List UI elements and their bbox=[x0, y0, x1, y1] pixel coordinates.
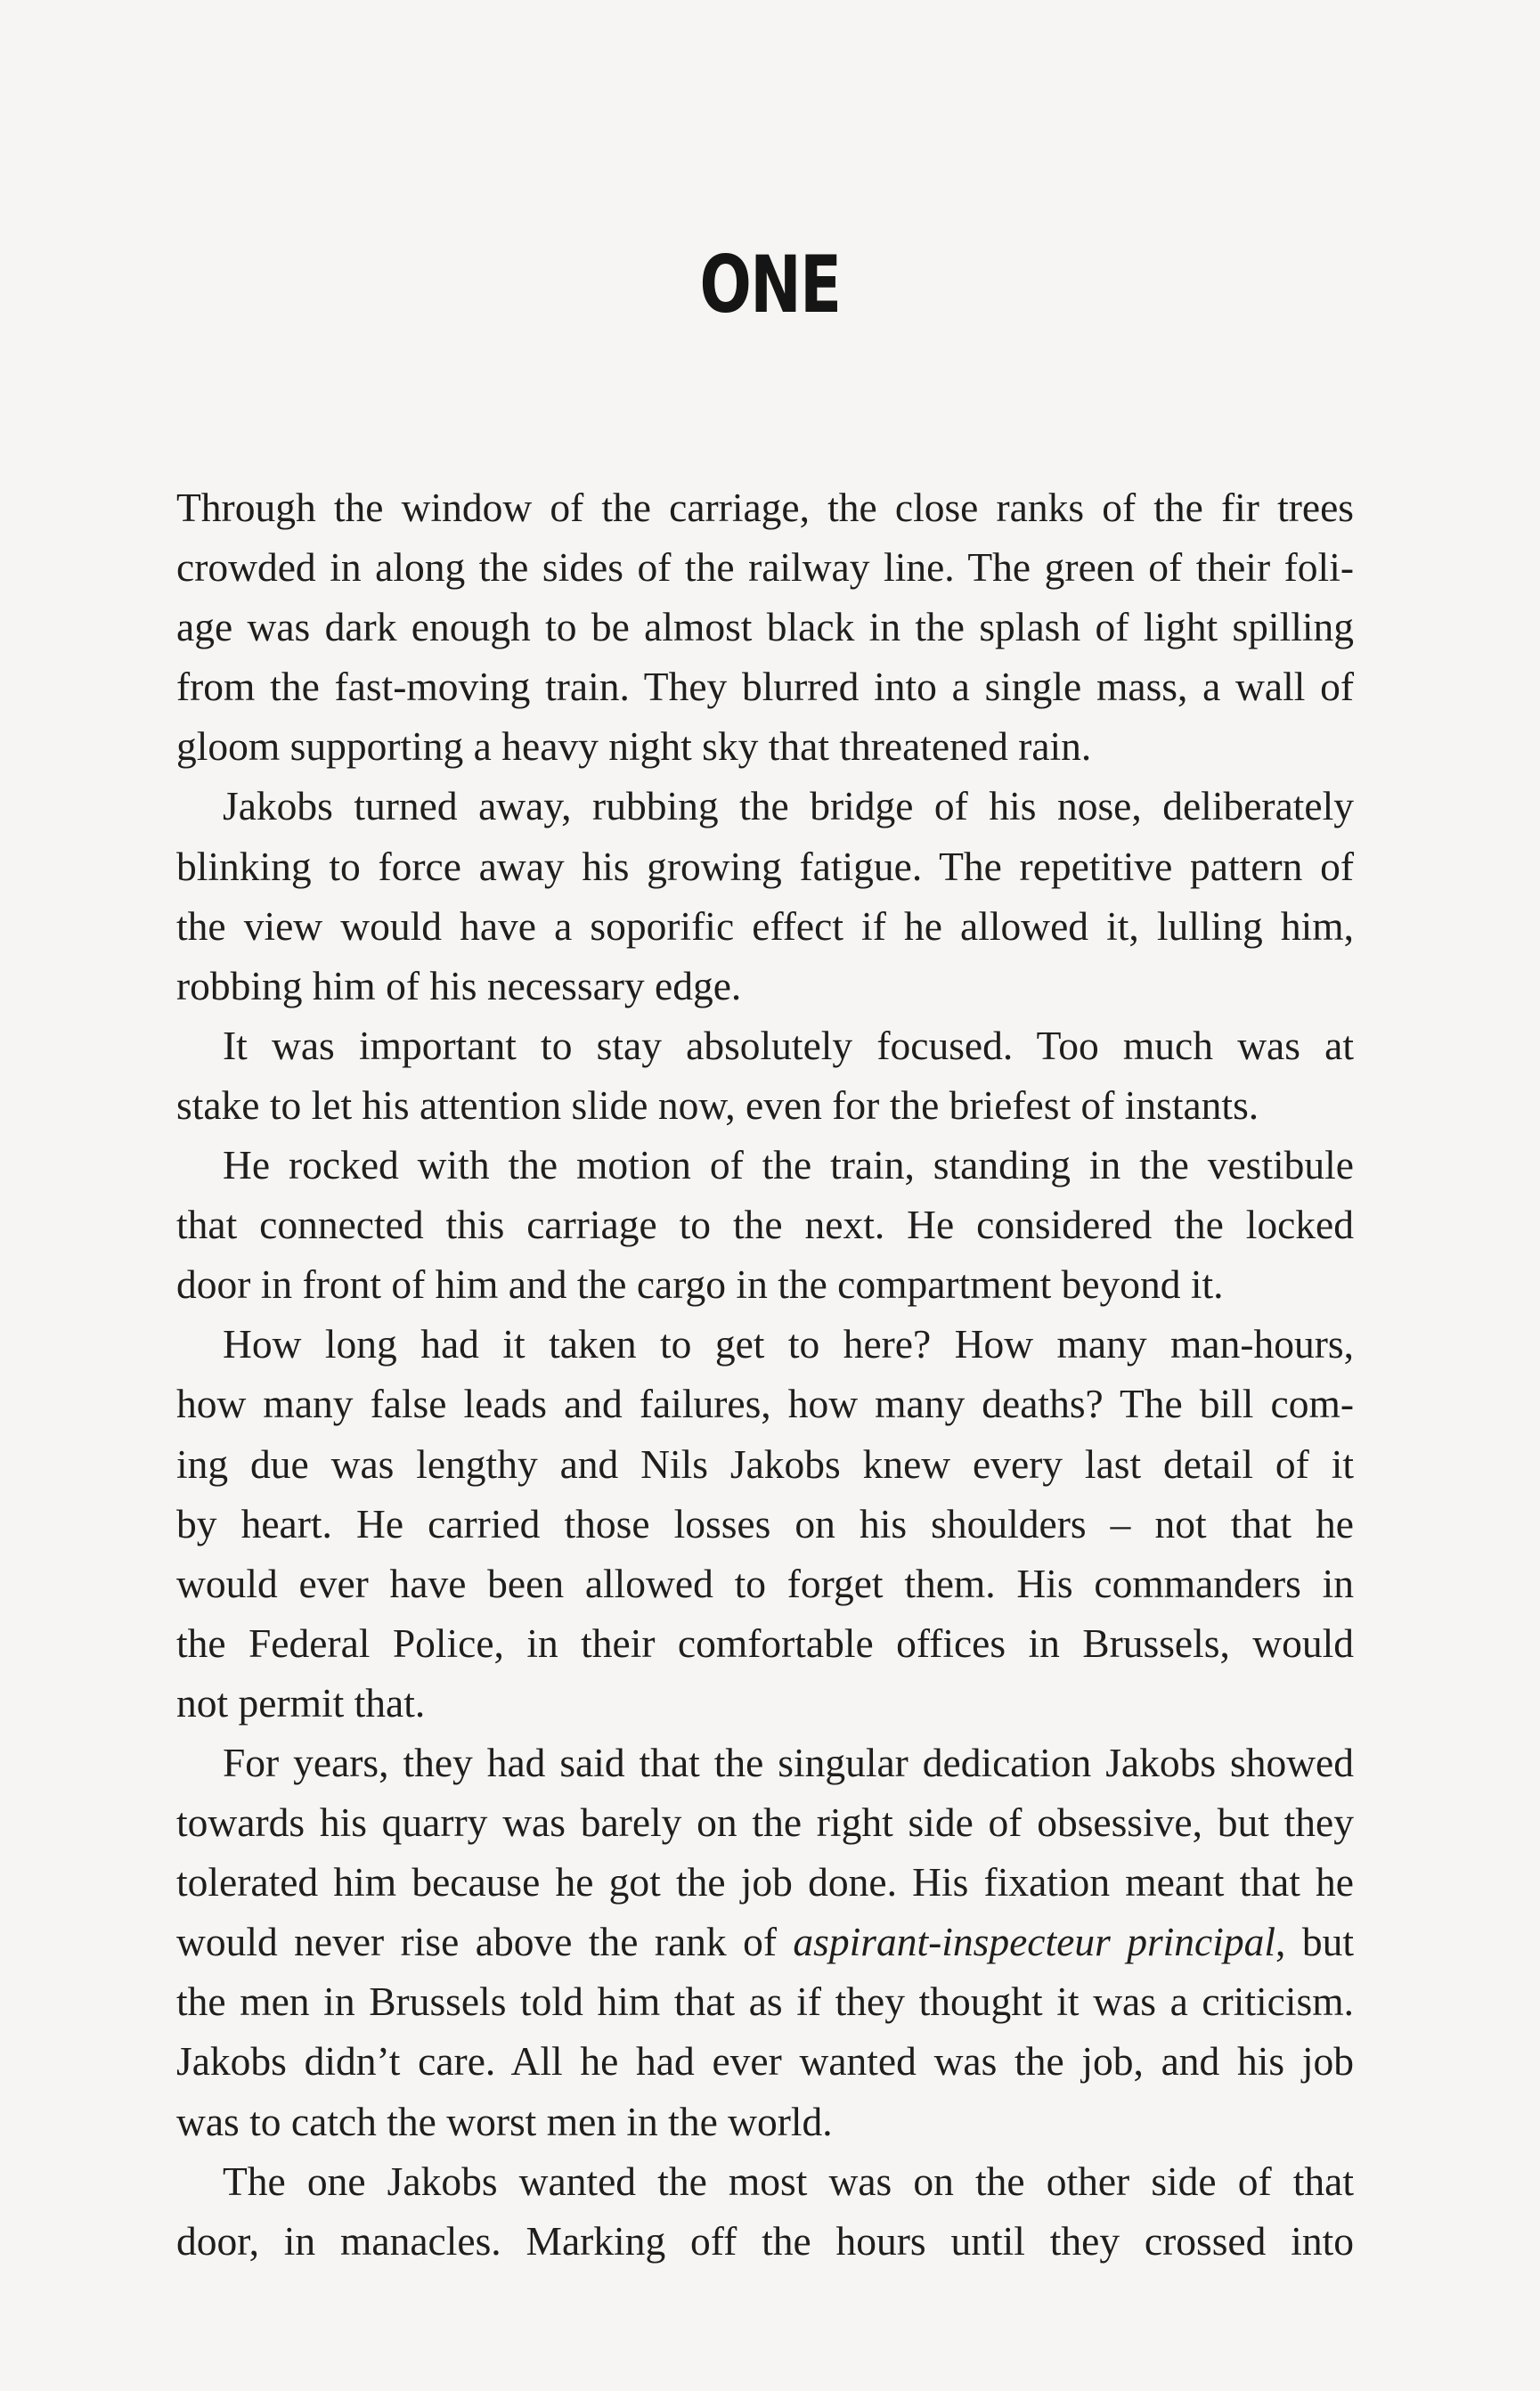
paragraph bbox=[176, 477, 1354, 776]
paragraph bbox=[176, 1016, 1354, 1135]
text-line: age was dark enough to be almost black in the splash of light spilling bbox=[176, 604, 1354, 650]
paragraph bbox=[176, 1733, 1354, 2151]
text-segment: , but bbox=[1275, 1919, 1354, 1965]
text-line: It was important to stay absolutely focused. Too much was at bbox=[223, 1022, 1354, 1068]
text-line: from the fast-moving train. They blurred into a single mass, a wall of bbox=[176, 664, 1354, 710]
text-line: the view would have a soporific effect if he allowed it, lulling him, bbox=[176, 902, 1354, 949]
text-line: towards his quarry was barely on the right side of obsessive, but they bbox=[176, 1799, 1354, 1846]
text-line: crowded in along the sides of the railway line. The green of their foli- bbox=[176, 544, 1354, 591]
text-line: The one Jakobs wanted the most was on the other side of that bbox=[223, 2158, 1354, 2204]
text-line: by heart. He carried those losses on his shoulders – not that he bbox=[176, 1500, 1354, 1546]
text-line: robbing him of his necessary edge. bbox=[176, 962, 742, 1008]
text-line: would ever have been allowed to forget them. His commanders in bbox=[176, 1560, 1354, 1606]
text-line: Jakobs turned away, rubbing the bridge of his nose, deliberately bbox=[223, 783, 1354, 829]
text-line: For years, they had said that the singular dedication Jakobs showed bbox=[223, 1739, 1354, 1785]
italic-term: aspirant-inspecteur principal bbox=[793, 1919, 1276, 1965]
text-line: the Federal Police, in their comfortable offices in Brussels, would bbox=[176, 1620, 1354, 1666]
text-line: ing due was lengthy and Nils Jakobs knew every last detail of it bbox=[176, 1440, 1354, 1487]
text-line: Through the window of the carriage, the close ranks of the fir trees bbox=[176, 485, 1354, 530]
text-line: tolerated him because he got the job done. His fixation meant that he bbox=[176, 1859, 1354, 1905]
text-line: Jakobs didn’t care. All he had ever wanted was the job, and his job bbox=[176, 2038, 1354, 2085]
text-line: how many false leads and failures, how many deaths? The bill com- bbox=[176, 1381, 1354, 1427]
text-line: was to catch the worst men in the world. bbox=[176, 2098, 833, 2144]
paragraph bbox=[176, 1314, 1354, 1733]
text-line: door, in manacles. Marking off the hours until they crossed into bbox=[176, 2217, 1354, 2264]
text-line-with-italic bbox=[176, 1912, 1354, 1971]
text-line: that connected this carriage to the next. He considered the locked bbox=[176, 1202, 1354, 1248]
text-line: not permit that. bbox=[176, 1679, 426, 1726]
body-text bbox=[176, 477, 1354, 2271]
paragraph bbox=[176, 2151, 1354, 2271]
text-line: gloom supporting a heavy night sky that threatened rain. bbox=[176, 723, 1092, 770]
text-line: the men in Brussels told him that as if they thought it was a criticism. bbox=[176, 1979, 1354, 2025]
paragraph bbox=[176, 776, 1354, 1015]
text-line: He rocked with the motion of the train, standing in the vestibule bbox=[223, 1142, 1354, 1188]
text-line: stake to let his attention slide now, even for the briefest of instants. bbox=[176, 1081, 1259, 1128]
paragraph bbox=[176, 1135, 1354, 1314]
text-line: door in front of him and the cargo in the compartment beyond it. bbox=[176, 1261, 1224, 1308]
chapter-title: ONE bbox=[699, 239, 841, 330]
text-line: How long had it taken to get to here? How many man-hours, bbox=[223, 1321, 1354, 1367]
text-segment: would never rise above the rank of bbox=[176, 1919, 794, 1965]
text-line: blinking to force away his growing fatigue. The repetitive pattern of bbox=[176, 843, 1354, 889]
